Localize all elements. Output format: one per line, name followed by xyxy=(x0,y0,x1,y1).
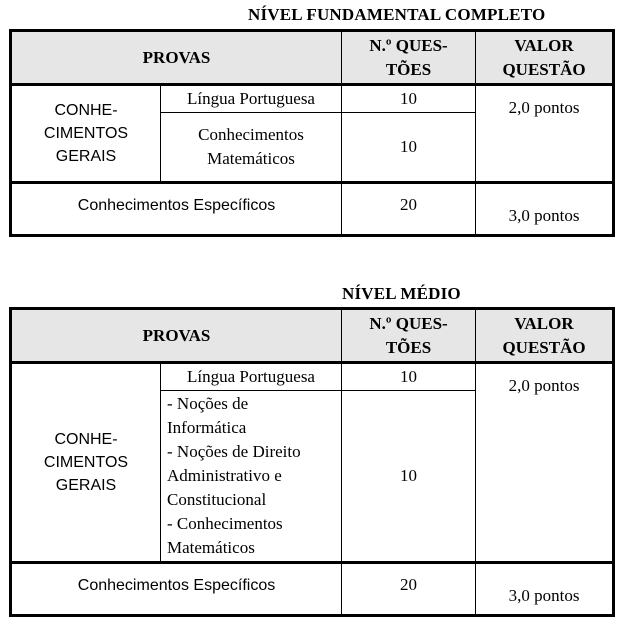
value-cell: 2,0 pontos xyxy=(476,363,614,563)
subject-line: - Noções de xyxy=(167,394,249,413)
questions-cell: 10 xyxy=(342,113,476,183)
specific-label: Conhecimentos Específicos xyxy=(11,563,342,616)
section1-table xyxy=(9,29,615,237)
header-provas: PROVAS xyxy=(11,31,342,85)
group-label xyxy=(11,363,161,563)
header-valor-line1: VALOR xyxy=(514,35,574,55)
subject-line: Matemáticos xyxy=(207,149,295,168)
group-label xyxy=(11,85,161,183)
group-label-line: GERAIS xyxy=(55,477,117,494)
subject-cell: Língua Portuguesa xyxy=(161,363,342,391)
header-valor-line2: QUESTÃO xyxy=(502,59,586,79)
section2-header-row xyxy=(11,309,614,363)
questions-cell: 20 xyxy=(342,563,476,616)
value-cell: 2,0 pontos xyxy=(476,85,614,183)
header-questoes xyxy=(342,31,476,85)
subject-cell: Língua Portuguesa xyxy=(161,85,342,113)
header-questoes-line2: TÕES xyxy=(385,59,432,79)
section2-title: NÍVEL MÉDIO xyxy=(342,284,461,303)
subject-cell xyxy=(161,113,342,183)
table-row xyxy=(11,363,614,391)
header-questoes xyxy=(342,309,476,363)
header-questoes-line1: N.º QUES- xyxy=(369,35,448,55)
section1-header-row xyxy=(11,31,614,85)
questions-cell: 10 xyxy=(342,391,476,563)
header-valor xyxy=(476,309,614,363)
questions-cell: 10 xyxy=(342,363,476,391)
table-row xyxy=(11,563,614,616)
group-label-line: CIMENTOS xyxy=(43,125,129,142)
value-cell: 3,0 pontos xyxy=(476,563,614,616)
subject-line: Conhecimentos xyxy=(198,125,304,144)
header-valor xyxy=(476,31,614,85)
value-cell: 3,0 pontos xyxy=(476,183,614,236)
group-label-line: CIMENTOS xyxy=(43,454,129,471)
questions-cell: 20 xyxy=(342,183,476,236)
header-provas: PROVAS xyxy=(11,309,342,363)
header-questoes-line1: N.º QUES- xyxy=(369,313,448,333)
header-valor-line2: QUESTÃO xyxy=(502,337,586,357)
group-label-line: GERAIS xyxy=(55,148,117,165)
subject-line: - Noções de Direito xyxy=(167,442,301,461)
subject-line: Constitucional xyxy=(167,490,267,509)
subject-line: Informática xyxy=(167,418,247,437)
specific-label: Conhecimentos Específicos xyxy=(11,183,342,236)
section1-title: NÍVEL FUNDAMENTAL COMPLETO xyxy=(248,5,546,24)
header-questoes-line2: TÕES xyxy=(385,337,432,357)
group-label-line: CONHE- xyxy=(54,102,118,119)
subject-line: Matemáticos xyxy=(167,538,255,557)
group-label-line: CONHE- xyxy=(54,431,118,448)
header-valor-line1: VALOR xyxy=(514,313,574,333)
questions-cell: 10 xyxy=(342,85,476,113)
subject-line: Administrativo e xyxy=(167,466,282,485)
section2-table xyxy=(9,307,615,617)
table-row xyxy=(11,85,614,113)
subject-line: - Conhecimentos xyxy=(167,514,283,533)
subject-cell xyxy=(161,391,342,563)
table-row xyxy=(11,183,614,236)
